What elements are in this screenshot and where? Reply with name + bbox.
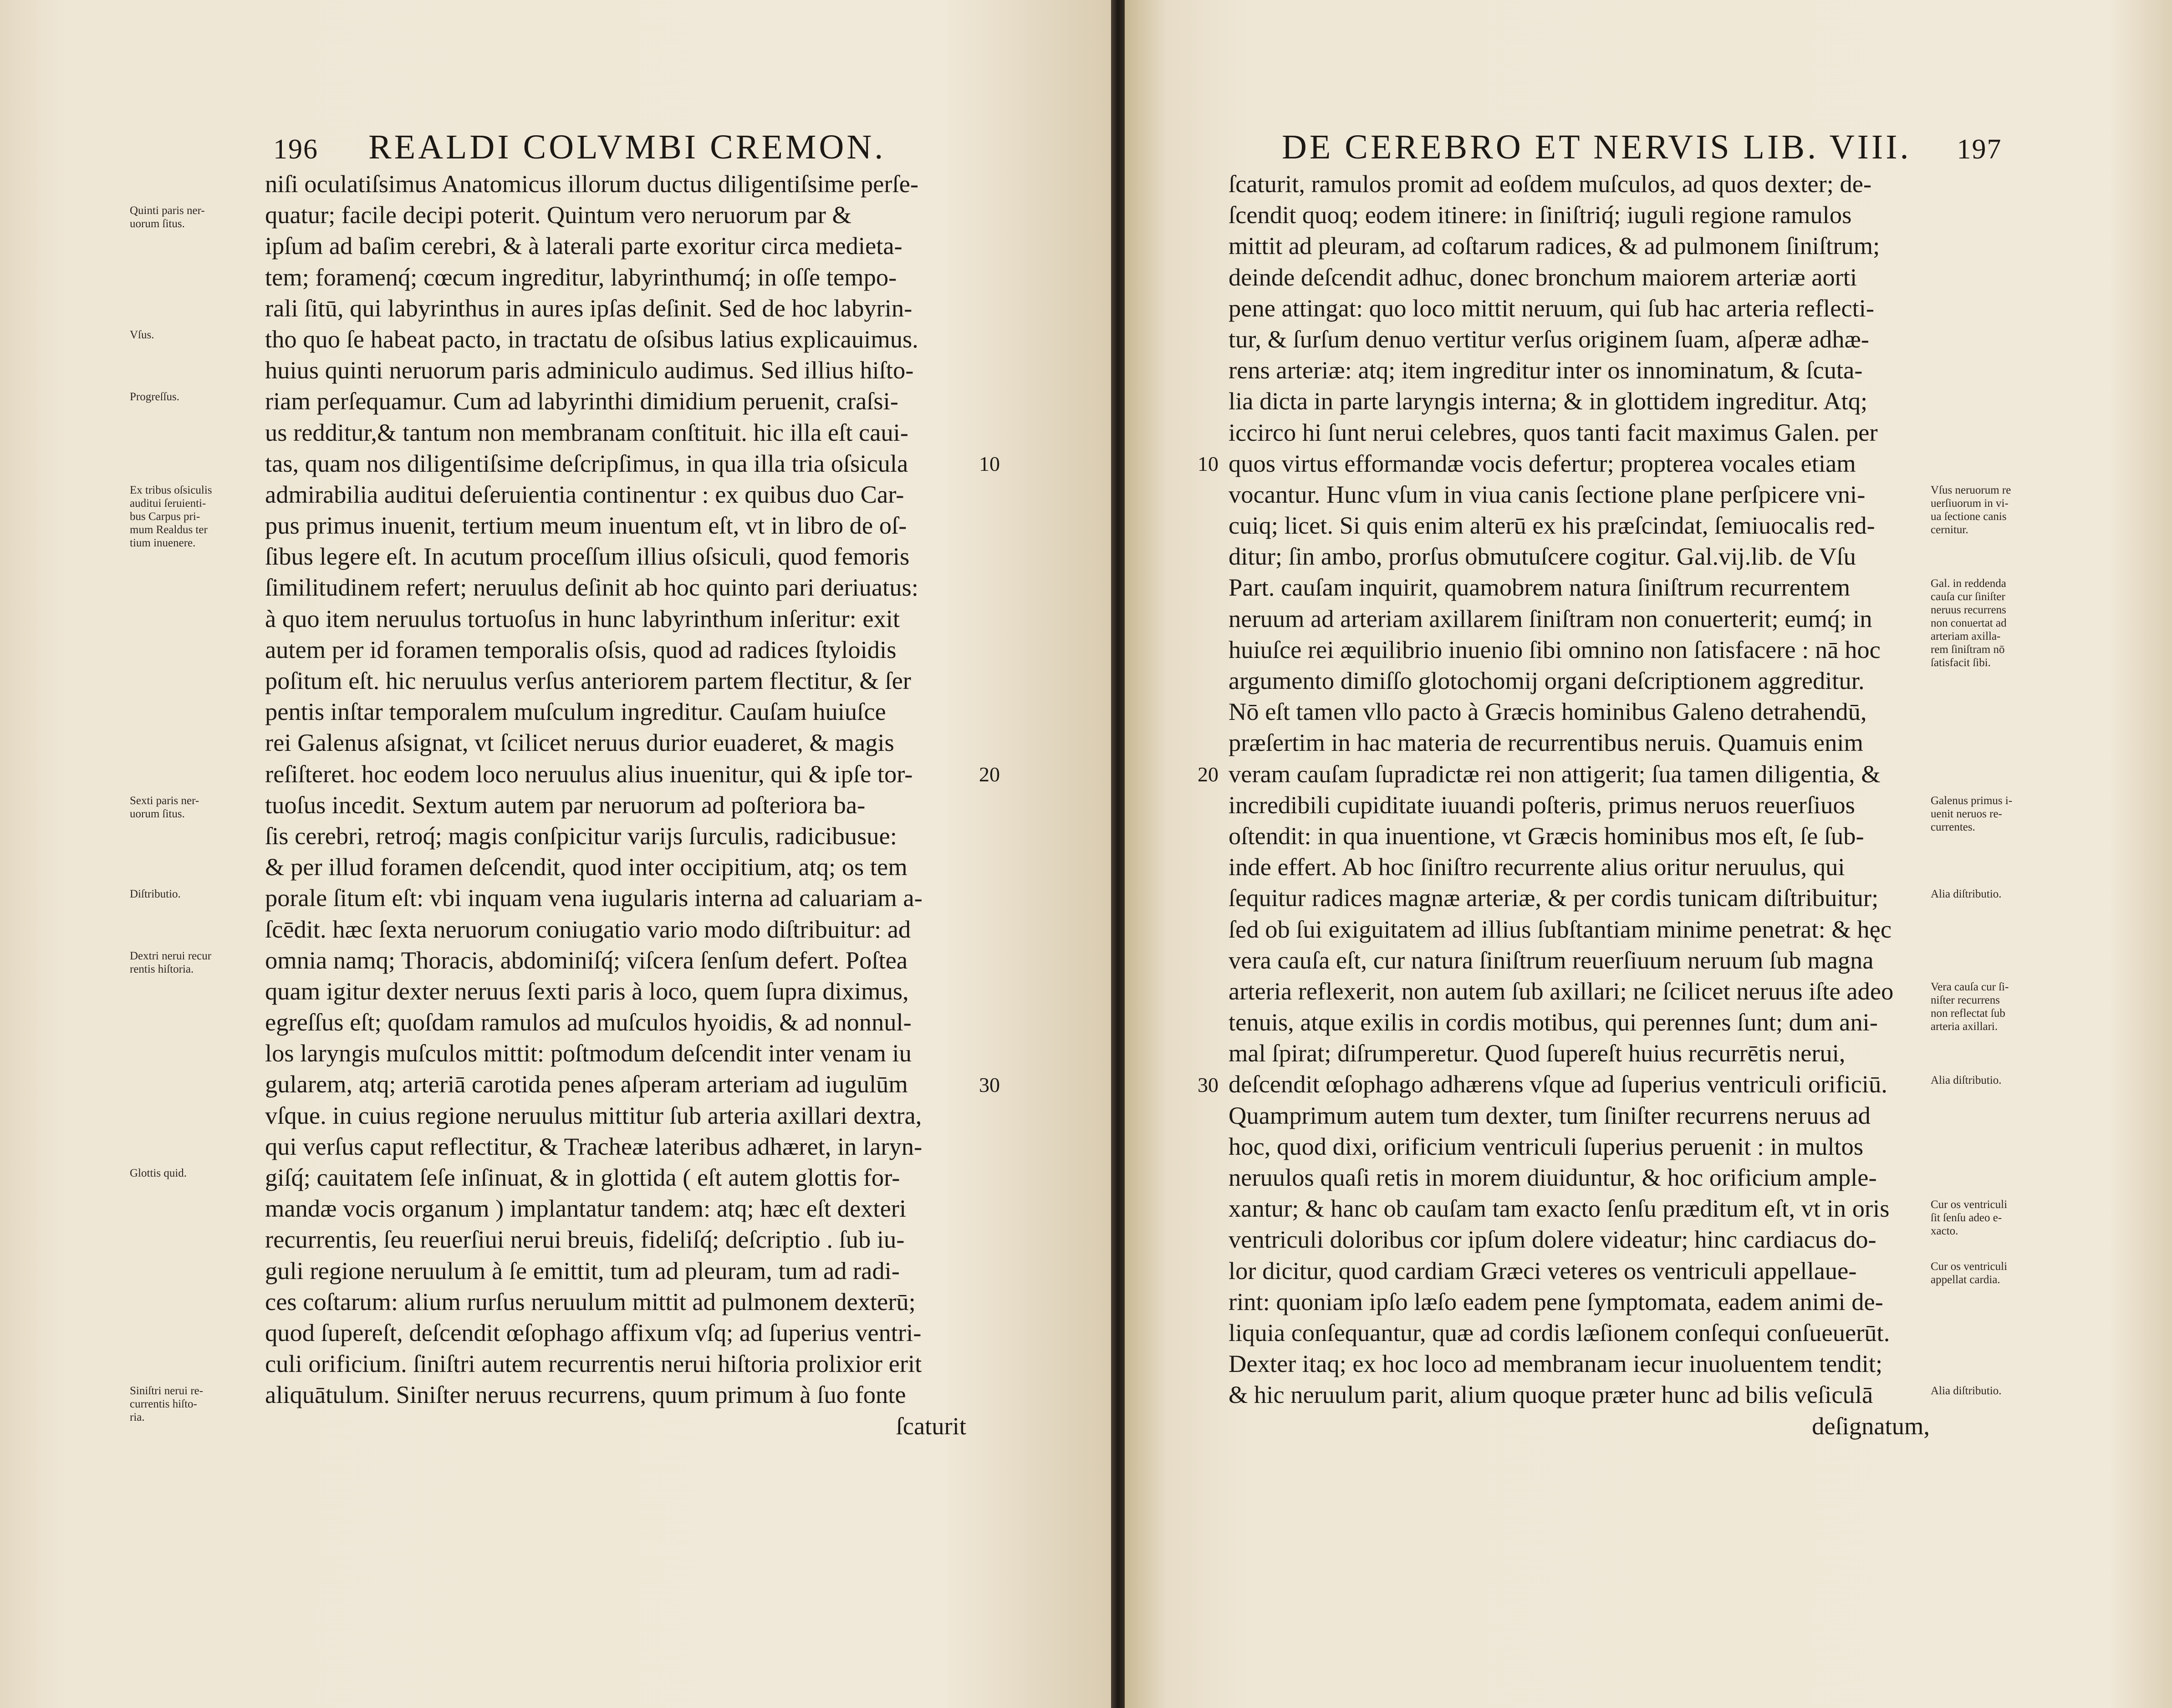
right-folio: 197: [1957, 134, 2002, 165]
text-line: riam perſequamur. Cum ad labyrinthi dimidium peruenit, craſsi-: [265, 387, 898, 415]
text-line: tenuis, atque exilis in cordis motibus, qui perennes ſunt; dum ani-: [1229, 1008, 1878, 1036]
margin-note: Cur os ventriculi appellat cardia.: [1931, 1260, 2008, 1286]
text-line: veram cauſam ſupradictæ rei non attigerit; ſua tamen diligentia, &: [1229, 760, 1881, 788]
margin-note: Glottis quid.: [130, 1167, 187, 1180]
text-line: neruum ad arteriam axillarem ſiniſtram non conuerterit; eumq́; in: [1229, 604, 1872, 632]
text-line: poſitum eſt. hic neruulus verſus anteriorem partem flectitur, & ſer: [265, 667, 911, 694]
margin-note: Quinti paris ner- uorum ſitus.: [130, 204, 205, 230]
text-line: culi orificium. ſiniſtri autem recurrentis nerui hiſtoria prolixior erit: [265, 1350, 922, 1378]
text-line: deſignatum,: [1812, 1412, 1930, 1440]
text-line: xantur; & hanc ob cauſam tam exacto ſenſu præditum eſt, vt in oris: [1229, 1194, 1890, 1223]
text-line: argumento dimiſſo glotochomij organi deſcriptionem aggreditur.: [1229, 667, 1865, 694]
text-line: ipſum ad baſim cerebri, & à laterali parte exoritur circa medieta-: [265, 232, 902, 260]
text-line: huiuſce rei æquilibrio inuenio ſibi omnino non ſatisfacere : nā hoc: [1229, 635, 1881, 663]
margin-note: Sexti paris ner- uorum ſitus.: [130, 795, 199, 820]
margin-note: Alia diſtributio.: [1931, 1074, 2002, 1086]
left-text-column: [265, 168, 966, 1442]
text-line: admirabilia auditui deſeruientia continentur : ex quibus duo Car-: [265, 480, 904, 508]
text-line: deſcendit œſophago adhærens vſque ad ſuperius ventriculi orificiū.: [1229, 1070, 1887, 1098]
text-line: ventriculi doloribus cor ipſum dolere videatur; hinc cardiacus do-: [1229, 1225, 1876, 1254]
text-line: oſtendit: in qua inuentione, vt Græcis hominibus mos eſt, ſe ſub-: [1229, 821, 1864, 850]
line-number: 30: [1198, 1073, 1219, 1096]
left-running-head: [273, 127, 886, 173]
text-line: liquia conſequantur, quæ ad cordis læſionem conſequi conſueuerūt.: [1229, 1318, 1890, 1346]
margin-note: Vera cauſa cur ſi- niſter recurrens non reflectat ſub arteria axillari.: [1931, 981, 2009, 1033]
text-line: ſequitur radices magnæ arteriæ, & per cordis tunicam diſtribuitur;: [1229, 884, 1879, 912]
text-line: omnia namq; Thoracis, abdominiſq́; viſcera ſenſum defert. Poſtea: [265, 946, 908, 974]
text-line: tas, quam nos diligentiſsime deſcripſimus, in qua illa tria oſsicula: [265, 449, 908, 477]
text-line: mal ſpirat; diſrumperetur. Quod ſupereſt huius recurrētis nerui,: [1229, 1039, 1846, 1067]
text-line: arteria reflexerit, non autem ſub axillari; ne ſcilicet neruus iſte adeo: [1229, 977, 1894, 1005]
text-line: hoc, quod dixi, orificium ventriculi ſuperius peruenit : in multos: [1229, 1132, 1864, 1160]
text-line: ſcendit quoq; eodem itinere: in ſiniſtriq́; iuguli regione ramulos: [1229, 201, 1852, 229]
margin-note: Siniſtri nerui re- currentis hiſto- ria.: [130, 1384, 204, 1423]
margin-note: Alia diſtributio.: [1931, 887, 2002, 900]
margin-note: Alia diſtributio.: [1931, 1384, 2002, 1397]
text-line: qui verſus caput reflectitur, & Tracheæ lateribus adhæret, in laryn-: [265, 1132, 923, 1160]
text-line: Dexter itaq; ex hoc loco ad membranam iecur inuoluentem tendit;: [1229, 1350, 1883, 1378]
text-line: ſcaturit, ramulos promit ad eoſdem muſculos, ad quos dexter; de-: [1229, 170, 1872, 198]
left-folio: 196: [273, 134, 318, 165]
text-line: huius quinti neruorum paris adminiculo audimus. Sed illius hiſto-: [265, 356, 914, 384]
text-line: ſcaturit: [896, 1412, 966, 1440]
right-running-head: [1282, 127, 2002, 173]
line-number: 20: [979, 762, 1000, 786]
text-line: egreſſus eſt; quoſdam ramulos ad muſculos hyoidis, & ad nonnul-: [265, 1008, 912, 1036]
text-line: Nō eſt tamen vllo pacto à Græcis hominibus Galeno detrahendū,: [1229, 698, 1867, 726]
left-running-title: REALDI COLVMBI CREMON.: [368, 128, 886, 166]
text-line: pus primus inuenit, tertium meum inuentum eſt, vt in libro de oſ-: [265, 511, 907, 540]
text-line: autem per id foramen temporalis oſsis, quod ad radices ſtyloidis: [265, 635, 897, 663]
text-line: vera cauſa eſt, cur natura ſiniſtrum reuerſiuum neruum ſub magna: [1229, 946, 1874, 974]
text-line: iccirco hi ſunt nerui celebres, quos tanti facit maximus Galen. per: [1229, 418, 1878, 446]
margin-note: Galenus primus i- uenit neruos re- currentes.: [1931, 795, 2013, 833]
text-line: rens arteriæ: atq; item ingreditur inter os innominatum, & ſcuta-: [1229, 356, 1863, 384]
text-line: ſimilitudinem refert; neruulus deſinit ab hoc quinto pari deriuatus:: [265, 573, 918, 602]
text-line: mittit ad pleuram, ad coſtarum radices, & ad pulmonem ſiniſtrum;: [1229, 232, 1880, 260]
margin-note: Ex tribus oſsiculis auditui ſeruienti- bus Carpus pri- mum Realdus ter tium inuenere.: [130, 484, 212, 549]
text-line: quod ſupereſt, deſcendit œſophago affixum vſq; ad ſuperius ventri-: [265, 1318, 922, 1346]
right-running-title: DE CEREBRO ET NERVIS LIB. VIII.: [1282, 128, 1912, 166]
text-line: tem; foramenq́; cœcum ingreditur, labyrinthumq́; in oſſe tempo-: [265, 263, 897, 291]
text-line: à quo item neruulus tortuoſus in hunc labyrinthum inſeritur: exit: [265, 604, 900, 632]
text-line: aliquātulum. Siniſter neruus recurrens, quum primum à ſuo fonte: [265, 1381, 906, 1409]
margin-note: Gal. in reddenda cauſa cur ſiniſter neruus recurrens non conuertat ad arteriam axilla- rem ſiniſtram nō ſatisfacit ſibi.: [1931, 577, 2007, 669]
book-gutter: [1111, 0, 1125, 1708]
text-line: rint: quoniam ipſo læſo eadem pene ſymptomata, eadem animi de-: [1229, 1287, 1883, 1315]
margin-note: Progreſſus.: [130, 391, 180, 403]
text-line: ſed ob ſui exiguitatem ad illius ſubſtantiam minime penetrat: & hęc: [1229, 915, 1892, 943]
line-number: 30: [979, 1073, 1000, 1096]
line-number: 20: [1198, 762, 1219, 786]
text-line: deinde deſcendit adhuc, donec bronchum maiorem arteriæ aorti: [1229, 263, 1857, 291]
margin-note: Cur os ventriculi ſit ſenſu adeo e- xacto.: [1931, 1198, 2008, 1237]
text-line: inde effert. Ab hoc ſiniſtro recurrente alius oritur neruulus, qui: [1229, 853, 1845, 881]
text-line: cuiq; licet. Si quis enim alterū ex his præſcindat, ſemiuocalis red-: [1229, 511, 1875, 540]
line-number: 10: [979, 452, 1000, 475]
text-line: gularem, atq; arteriā carotida penes aſperam arteriam ad iugulūm: [265, 1070, 908, 1098]
text-line: us redditur,& tantum non membranam conſtituit. hic illa eſt caui-: [265, 418, 908, 446]
text-line: pentis inſtar temporalem muſculum ingreditur. Cauſam huiuſce: [265, 698, 886, 726]
text-line: ditur; ſin ambo, prorſus obmutuſcere cogitur. Gal.vij.lib. de Vſu: [1229, 542, 1856, 571]
text-line: los laryngis muſculos mittit: poſtmodum deſcendit inter venam iu: [265, 1039, 912, 1067]
margin-note: Vſus neruorum re uerſiuorum in vi- ua ſectione canis cernitur.: [1931, 484, 2011, 536]
line-number: 10: [1198, 452, 1219, 475]
text-line: recurrentis, ſeu reuerſiui nerui breuis, fideliſq́; deſcriptio . ſub iu-: [265, 1225, 905, 1254]
text-line: ſcēdit. hæc ſexta neruorum coniugatio vario modo diſtribuitur: ad: [265, 915, 911, 943]
text-line: tuoſus incedit. Sextum autem par neruorum ad poſteriora ba-: [265, 790, 866, 819]
text-line: lor dicitur, quod cardiam Græci veteres os ventriculi appellaue-: [1229, 1256, 1857, 1285]
margin-note: Vſus.: [130, 329, 154, 341]
text-line: præſertim in hac materia de recurrentibus neruis. Quamuis enim: [1229, 729, 1863, 757]
text-line: porale ſitum eſt: vbi inquam vena iugularis interna ad caluariam a-: [265, 884, 923, 912]
right-text-column: [1229, 168, 1930, 1442]
text-line: ces coſtarum: alium rurſus neruulum mittit ad pulmonem dexterū;: [265, 1287, 916, 1315]
text-line: pene attingat: quo loco mittit neruum, qui ſub hac arteria reflecti-: [1229, 294, 1875, 322]
text-line: Part. cauſam inquirit, quamobrem natura ſiniſtrum recurrentem: [1229, 573, 1851, 602]
text-line: quam igitur dexter neruus ſexti paris à loco, quem ſupra diximus,: [265, 977, 909, 1005]
text-line: rali ſitū, qui labyrinthus in aures ipſas deſinit. Sed de hoc labyrin-: [265, 294, 913, 322]
text-line: mandæ vocis organum ) implantatur tandem: atq; hæc eſt dexteri: [265, 1194, 907, 1223]
text-line: quos virtus efformandæ vocis defertur; propterea vocales etiam: [1229, 449, 1856, 477]
text-line: reſiſteret. hoc eodem loco neruulus alius inuenitur, qui & ipſe tor-: [265, 760, 913, 788]
text-line: niſi oculatiſsimus Anatomicus illorum ductus diligentiſsime perſe-: [265, 170, 918, 198]
text-line: neruulos quaſi retis in morem diuiduntur, & hoc orificium ample-: [1229, 1163, 1877, 1191]
text-line: rei Galenus aſsignat, vt ſcilicet neruus durior euaderet, & magis: [265, 729, 894, 757]
text-line: & hic neruulum parit, alium quoque præter hunc ad bilis veſiculā: [1229, 1381, 1873, 1409]
text-line: ſibus legere eſt. In acutum proceſſum illius oſsiculi, quod femoris: [265, 542, 910, 571]
text-line: incredibili cupiditate iuuandi poſteris, primus neruos reuerſiuos: [1229, 790, 1855, 819]
right-page: [1125, 0, 2172, 1708]
text-line: Quamprimum autem tum dexter, tum ſiniſter recurrens neruus ad: [1229, 1101, 1871, 1129]
margin-note: Diſtributio.: [130, 887, 181, 900]
text-line: lia dicta in parte laryngis interna; & in glottidem ingreditur. Atq;: [1229, 387, 1868, 415]
text-line: ſis cerebri, retroq́; magis conſpicitur varijs ſurculis, radicibusue:: [265, 821, 897, 850]
text-line: tho quo ſe habeat pacto, in tractatu de oſsibus latius explicauimus.: [265, 325, 918, 353]
text-line: vſque. in cuius regione neruulus mittitur ſub arteria axillari dextra,: [265, 1101, 922, 1129]
margin-note: Dextri nerui recur rentis hiſtoria.: [130, 950, 212, 975]
text-line: guli regione neruulum à ſe emittit, tum ad pleuram, tum ad radi-: [265, 1256, 900, 1285]
text-line: quatur; facile decipi poterit. Quintum vero neruorum par &: [265, 201, 851, 229]
text-line: giſq́; cauitatem ſeſe inſinuat, & in glottida ( eſt autem glottis for-: [265, 1163, 900, 1191]
text-line: vocantur. Hunc vſum in viua canis ſectione plane perſpicere vni-: [1229, 480, 1866, 508]
text-line: & per illud foramen deſcendit, quod inter occipitium, atq; os tem: [265, 853, 908, 881]
text-line: tur, & ſurſum denuo vertitur verſus originem ſuam, aſperæ adhæ-: [1229, 325, 1869, 353]
